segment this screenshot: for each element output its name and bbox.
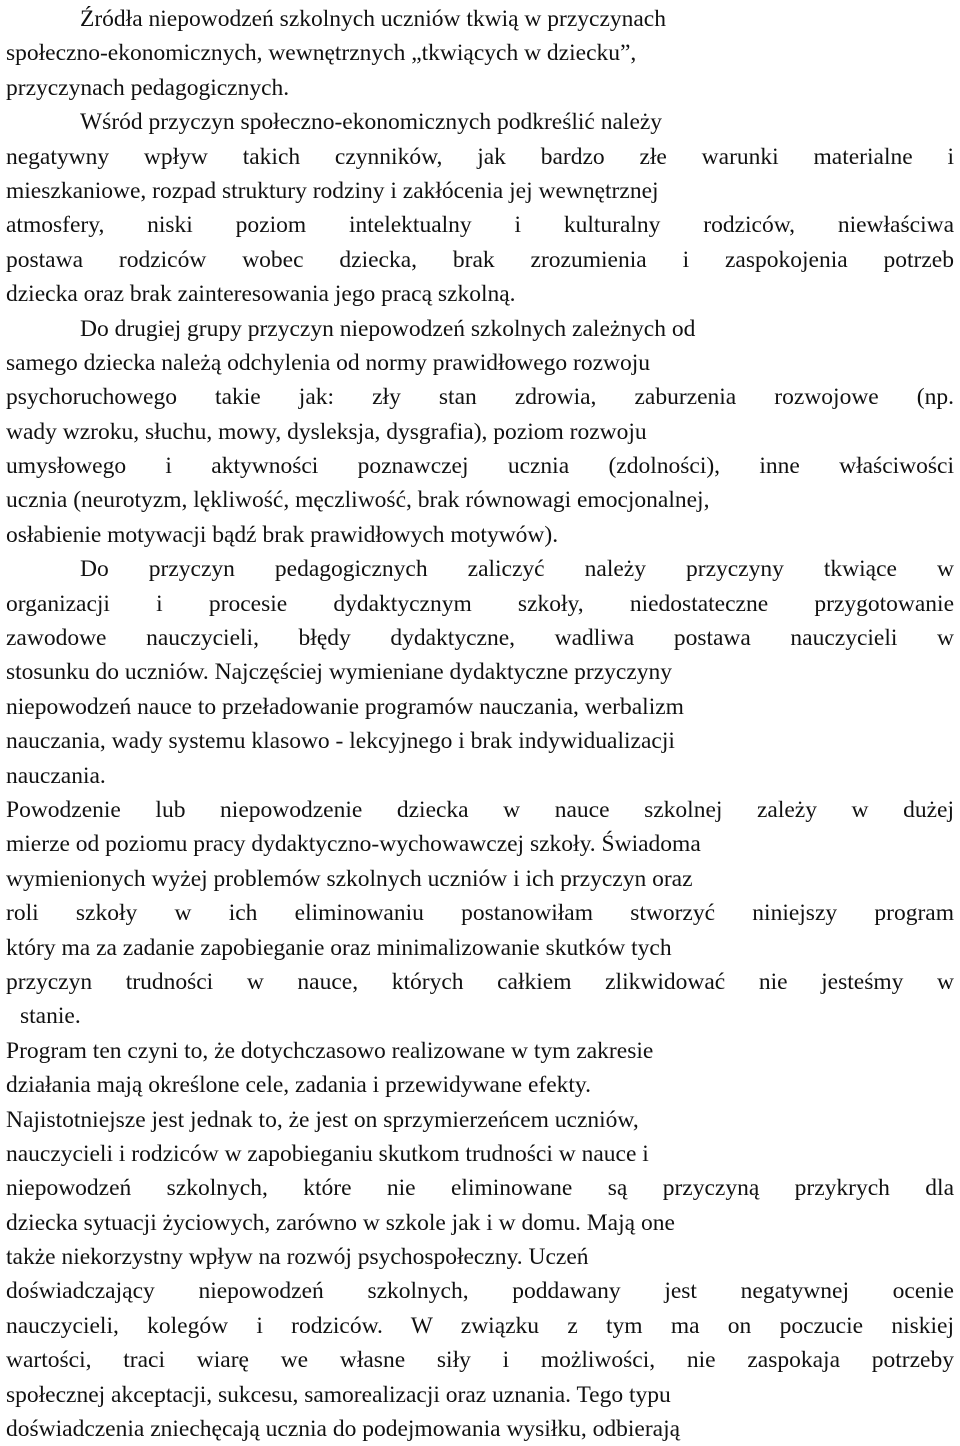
text-line: Najistotniejsze jest jednak to, że jest on sprzymierzeńcem uczniów, xyxy=(6,1106,639,1133)
text-line: nauczania. xyxy=(6,762,106,789)
text-line: wymienionych wyżej problemów szkolnych uczniów i ich przyczyn oraz xyxy=(6,865,693,892)
text-line: przyczyn trudności w nauce, których całkiem zlikwidować nie jesteśmy w xyxy=(6,968,954,995)
text-line: społecznej akceptacji, sukcesu, samorealizacji oraz uznania. Tego typu xyxy=(6,1381,671,1408)
text-line: także niekorzystny wpływ na rozwój psychospołeczny. Uczeń xyxy=(6,1244,589,1271)
text-line: mierze od poziomu pracy dydaktyczno-wychowawczej szkoły. Świadoma xyxy=(6,831,701,858)
text-line: społeczno-ekonomicznych, wewnętrznych „tkwiących w dziecku”, xyxy=(6,40,637,67)
text-line: zawodowe nauczycieli, błędy dydaktyczne, wadliwa postawa nauczycieli w xyxy=(6,625,954,652)
text-line: postawa rodziców wobec dziecka, brak zrozumienia i zaspokojenia potrzeb xyxy=(6,246,954,273)
text-line: Powodzenie lub niepowodzenie dziecka w nauce szkolnej zależy w dużej xyxy=(6,796,954,823)
text-line: wartości, traci wiarę we własne siły i możliwości, nie zaspokaja potrzeby xyxy=(6,1347,954,1374)
text-line: umysłowego i aktywności poznawczej ucznia (zdolności), inne właściwości xyxy=(6,453,954,480)
document-page xyxy=(6,2,954,1446)
text-line: nauczycieli, kolegów i rodziców. W związku z tym ma on poczucie niskiej xyxy=(6,1312,954,1339)
text-line: Do drugiej grupy przyczyn niepowodzeń szkolnych zależnych od xyxy=(80,315,696,342)
text-line: dziecka sytuacji życiowych, zarówno w szkole jak i w domu. Mają one xyxy=(6,1209,675,1236)
text-line: psychoruchowego takie jak: zły stan zdrowia, zaburzenia rozwojowe (np. xyxy=(6,384,954,411)
text-line: doświadczający niepowodzeń szkolnych, poddawany jest negatywnej ocenie xyxy=(6,1278,954,1305)
text-line: negatywny wpływ takich czynników, jak bardzo złe warunki materialne i xyxy=(6,143,954,170)
text-line: wady wzroku, słuchu, mowy, dysleksja, dysgrafia), poziom rozwoju xyxy=(6,418,647,445)
text-line: atmosfery, niski poziom intelektualny i kulturalny rodziców, niewłaściwa xyxy=(6,212,954,239)
text-line: Źródła niepowodzeń szkolnych uczniów tkwią w przyczynach xyxy=(80,6,666,32)
text-line: stanie. xyxy=(20,1003,81,1030)
text-line: który ma za zadanie zapobieganie oraz minimalizowanie skutków tych xyxy=(6,934,672,961)
text-line: niepowodzeń szkolnych, które nie eliminowane są przyczyną przykrych dla xyxy=(6,1175,954,1202)
text-line: doświadczenia zniechęcają ucznia do podejmowania wysiłku, odbierają xyxy=(6,1416,681,1443)
text-line: roli szkoły w ich eliminowaniu postanowiłam stworzyć niniejszy program xyxy=(6,900,954,927)
text-line: osłabienie motywacji bądź brak prawidłowych motywów). xyxy=(6,521,559,548)
text-line: przyczynach pedagogicznych. xyxy=(6,74,290,101)
text-line: nauczania, wady systemu klasowo - lekcyjnego i brak indywidualizacji xyxy=(6,728,675,755)
text-line: niepowodzeń nauce to przeładowanie programów nauczania, werbalizm xyxy=(6,693,684,720)
text-line: mieszkaniowe, rozpad struktury rodziny i zakłócenia jej wewnętrznej xyxy=(6,177,659,204)
text-line: samego dziecka należą odchylenia od normy prawidłowego rozwoju xyxy=(6,349,651,376)
text-line: Wśród przyczyn społeczno-ekonomicznych podkreślić należy xyxy=(80,109,663,136)
text-line: organizacji i procesie dydaktycznym szkoły, niedostateczne przygotowanie xyxy=(6,590,954,617)
text-line: działania mają określone cele, zadania i przewidywane efekty. xyxy=(6,1072,592,1099)
text-line: dziecka oraz brak zainteresowania jego pracą szkolną. xyxy=(6,281,516,308)
text-line: ucznia (neurotyzm, lękliwość, męczliwość, brak równowagi emocjonalnej, xyxy=(6,487,710,514)
text-line: Do przyczyn pedagogicznych zaliczyć należy przyczyny tkwiące w xyxy=(80,556,954,583)
text-line: nauczycieli i rodziców w zapobieganiu skutkom trudności w nauce i xyxy=(6,1140,649,1167)
text-line: Program ten czyni to, że dotychczasowo realizowane w tym zakresie xyxy=(6,1037,654,1064)
text-line: stosunku do uczniów. Najczęściej wymieniane dydaktyczne przyczyny xyxy=(6,659,673,686)
